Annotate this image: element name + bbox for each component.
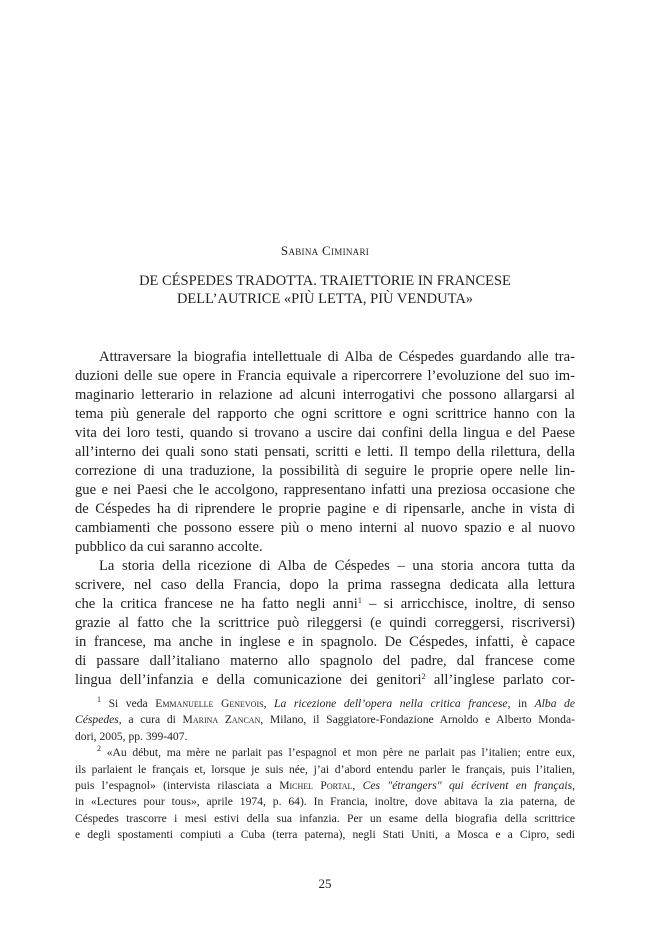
text-line: cambiamenti che possono essere più o meno interni al nuovo spazio e al nuovo [75,520,575,536]
text-line: di passare dall’italiano materno allo spagnolo del padre, dal francese come [75,653,575,669]
text-segment: che la critica francese ne ha fatto negli anni [75,596,358,612]
footnote-line [75,696,575,712]
text-segment: , a cura di [118,713,183,727]
text-segment: , [263,697,275,710]
text-line: in francese, ma anche in inglese e in spagnolo. De Céspedes, infatti, è capace [75,634,575,650]
text-line: duzioni delle sue opere in Francia equivale a ripercorrere l’evoluzione del suo im- [75,368,575,384]
footnote-ref-1[interactable]: 1 [357,596,362,605]
text-line: de Céspedes ha di riprendere le proprie pagine e di ripensarle, anche in vista di [75,501,575,517]
footnote-line: dori, 2005, pp. 399-407. [75,729,188,743]
text-line: pubblico da cui saranno accolte. [75,539,263,555]
paragraph [75,557,575,690]
body-text [75,348,575,690]
text-line [75,595,575,614]
text-segment: all’inglese parlato cor- [425,672,575,688]
footnote-line: in «Lectures pour tous», aprile 1974, p. 64). In Francia, inoltre, dove abitava la zia paterna, de [75,795,575,809]
text-line: Attraversare la biografia intellettuale di Alba de Céspedes guardando alle tra- [99,349,575,365]
cited-editor: Marina Zancan [182,713,261,727]
text-segment: , [352,778,363,792]
footnote-mark: 1 [97,695,101,704]
text-segment: – si arricchisce, inoltre, di senso [361,596,575,612]
cited-book: Céspedes [75,713,119,727]
footnote-line: e degli spostamenti compiuti a Cuba (terra paterna), negli Stati Uniti, a Mosca e a Cipro, sedi [75,828,575,842]
footnote-line [75,745,575,761]
footnote-1 [75,696,575,745]
footnotes [75,696,575,844]
text-segment: puis l’espagnol» (intervista rilasciata a [75,778,280,792]
paragraph [75,348,575,557]
text-line: all’interno dei quali sono stati pensati, scritti e letti. Il tempo della rilettura, della [75,444,575,460]
cited-author: Michel Portal [279,778,353,792]
footnote-line [75,778,575,794]
text-segment: «Au début, ma mère ne parlait pas l’espagnol et mon père ne parlait pas l’italien; entre eux, [106,746,575,760]
cited-work: Ces "étrangers" qui écrivent en français [362,778,573,792]
text-segment: Si veda [108,697,156,710]
footnote-2 [75,745,575,843]
cited-book: Alba de [534,697,575,710]
text-line: gue e nei Paesi che le accolgono, rappresentano infatti una preziosa occasione che [75,482,575,498]
text-line: vita dei loro testi, quando si trovano a uscire dai confini della lingua e del Paese [75,425,575,441]
chapter-title [60,272,590,308]
footnote-line [75,712,575,728]
text-segment: , Milano, il Saggiatore-Fondazione Arnoldo e Alberto Monda- [260,713,575,727]
page-number: 25 [318,876,332,891]
text-line: La storia della ricezione di Alba de Céspedes – una storia ancora tutta da [99,558,575,574]
chapter-title-line: DELL’AUTRICE «PIÙ LETTA, PIÙ VENDUTA» [176,291,474,307]
text-segment: lingua dell’infanzia e della comunicazione dei genitori [75,672,422,688]
text-line: maginario letterario in relazione ad alcuni interrogativi che possono allargarsi al [75,387,575,403]
footnote-ref-2[interactable]: 2 [421,672,426,681]
footnote-line: ils parlaient le français et, lorsque je suis née, j’ai d’abord entendu parler le français, puis l’italien, [75,762,575,776]
text-segment: , [572,778,576,792]
text-line [75,671,575,690]
chapter-author: Sabina Ciminari [280,243,370,258]
text-line: tema più generale del rapporto che ogni scrittore e ogni scrittrice hanno con la [75,406,575,422]
text-segment: , in [507,697,535,710]
text-line: correzione di una traduzione, la possibilità di seguire le proprie opere nelle lin- [75,463,575,479]
text-line: scrivere, nel caso della Francia, dopo la prima rassegna dedicata alla lettura [75,577,575,593]
footnote-mark: 2 [97,744,101,754]
chapter-title-line: DE CÉSPEDES TRADOTTA. TRAIETTORIE IN FRANCESE [139,273,511,289]
text-line: grazie al fatto che la scrittrice può rileggersi (e quindi correggersi, riscriversi) [75,615,575,631]
footnote-line: Céspedes trascorre i mesi estivi della sua infanzia. Per un esame della biografia della scrittrice [75,811,575,825]
cited-work: La ricezione dell’opera nella critica francese [274,697,508,710]
cited-author: Emmanuelle Genevois [155,697,264,710]
